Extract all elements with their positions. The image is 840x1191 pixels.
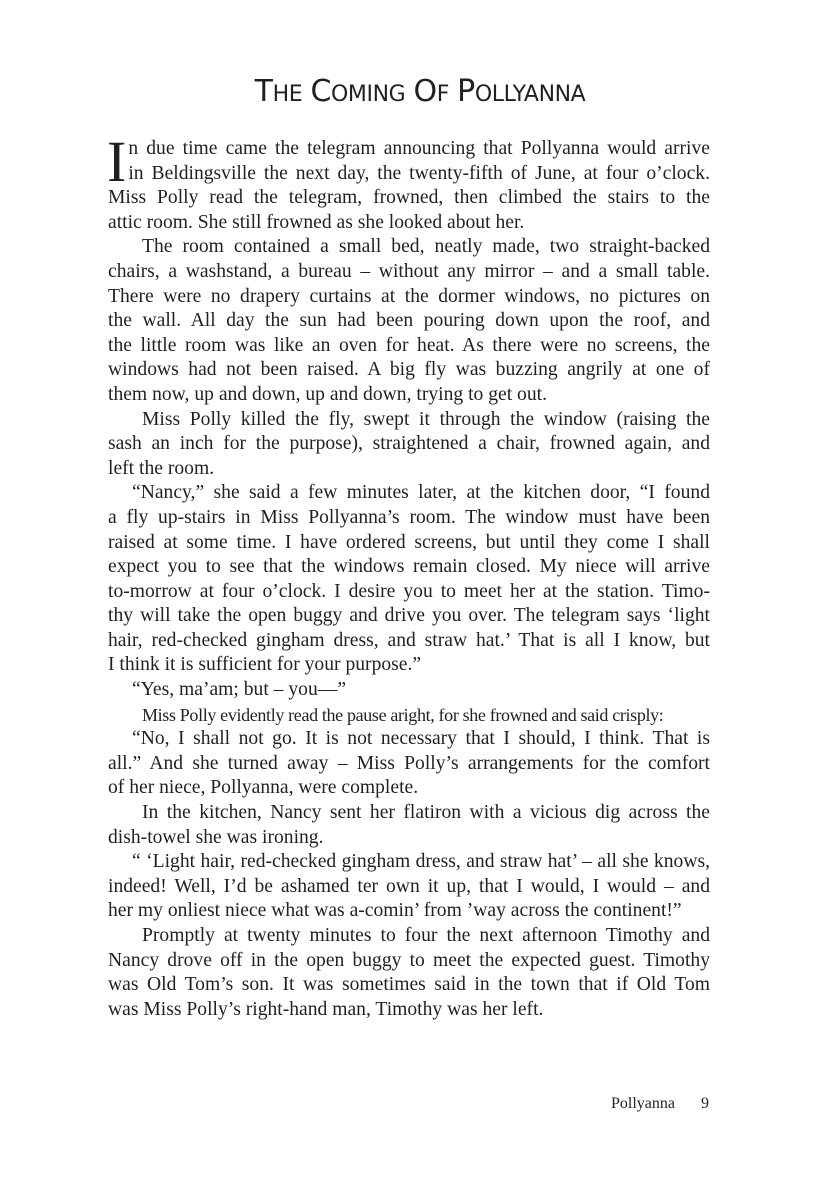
text-line: Nancy drove off in the open buggy to meet the expected guest. Timothy: [108, 949, 710, 971]
text-line: n due time came the telegram announcing that Pollyanna would arrive: [128, 138, 710, 159]
text-line: The room contained a small bed, neatly made, two straight-backed: [142, 236, 710, 258]
text-line: I think it is sufficient for your purpose.”: [108, 654, 422, 676]
text-line: the wall. All day the sun had been pouring down upon the roof, and: [108, 310, 710, 332]
text-line: “Yes, ma’am; but – you—”: [132, 679, 347, 701]
text-line: attic room. She still frowned as she looked about her.: [108, 211, 525, 233]
text-line: indeed! Well, I’d be ashamed ter own it up, that I would, I would – and: [108, 875, 710, 897]
text-line: “No, I shall not go. It is not necessary that I should, I think. That is: [132, 728, 710, 750]
text-line: a fly up-stairs in Miss Pollyanna’s room. The window must have been: [108, 506, 710, 528]
paragraph-1: [107, 129, 710, 235]
text-line: to-morrow at four o’clock. I desire you to meet her at the station. Timo-: [108, 580, 710, 602]
text-line: thy will take the open buggy and drive you over. The telegram says ‘light: [108, 605, 710, 627]
text-line: “ ‘Light hair, red-checked gingham dress, and straw hat’ – all she knows,: [132, 851, 710, 873]
text-line: windows had not been raised. A big fly was buzzing angrily at one of: [108, 359, 710, 381]
text-line: Miss Polly read the telegram, frowned, then climbed the stairs to the: [108, 187, 710, 209]
page-number: 9: [701, 1095, 709, 1112]
paragraph-4: [108, 481, 710, 678]
paragraph-5: [108, 678, 710, 703]
text-line: of her niece, Pollyanna, were complete.: [108, 777, 419, 799]
text-line: raised at some time. I have ordered screens, but until they come I shall: [108, 531, 710, 553]
text-line: Miss Polly killed the fly, swept it through the window (raising the: [142, 408, 710, 430]
text-line: dish-towel she was ironing.: [108, 826, 324, 848]
text-line: in Beldingsville the next day, the twenty-fifth of June, at four o’clock.: [128, 162, 710, 184]
paragraph-9: [108, 850, 710, 924]
text-line: There were no drapery curtains at the dormer windows, no pictures on: [108, 285, 710, 307]
running-footer: [611, 1095, 709, 1113]
text-line: the little room was like an oven for heat. As there were no screens, the: [108, 334, 710, 356]
chapter-title: THE COMING OF POLLYANNA: [254, 74, 586, 109]
paragraph-3: [108, 408, 710, 482]
text-line: her my onliest niece what was a-comin’ from ’way across the continent!”: [108, 900, 682, 922]
text-line: expect you to see that the windows remain closed. My niece will arrive: [108, 556, 710, 578]
text-line: was Miss Polly’s right-hand man, Timothy was her left.: [108, 998, 544, 1020]
paragraph-6: [108, 703, 710, 728]
text-line: left the room.: [108, 457, 215, 479]
text-line: chairs, a washstand, a bureau – without any mirror – and a small table.: [108, 260, 710, 282]
paragraph-2: [108, 235, 710, 407]
text-line: In the kitchen, Nancy sent her flatiron with a vicious dig across the: [142, 802, 710, 824]
chapter-body: [107, 129, 710, 1022]
text-line: “Nancy,” she said a few minutes later, at the kitchen door, “I found: [132, 482, 710, 504]
paragraph-8: [108, 801, 710, 850]
text-line: hair, red-checked gingham dress, and straw hat.’ That is all I know, but: [108, 629, 710, 651]
text-line: Miss Polly evidently read the pause aright, for she frowned and said crisply:: [142, 704, 664, 725]
footer-book-title: Pollyanna: [611, 1095, 675, 1112]
drop-cap: I: [107, 129, 127, 194]
paragraph-10: [108, 924, 710, 1022]
text-line: sash an inch for the purpose), straightened a chair, frowned again, and: [108, 433, 710, 455]
text-line: Promptly at twenty minutes to four the next afternoon Timothy and: [142, 925, 710, 946]
text-line: all.” And she turned away – Miss Polly’s arrangements for the comfort: [108, 752, 710, 774]
text-line: was Old Tom’s son. It was sometimes said in the town that if Old Tom: [108, 974, 710, 996]
text-line: them now, up and down, up and down, trying to get out.: [108, 383, 547, 405]
paragraph-7: [108, 727, 710, 801]
